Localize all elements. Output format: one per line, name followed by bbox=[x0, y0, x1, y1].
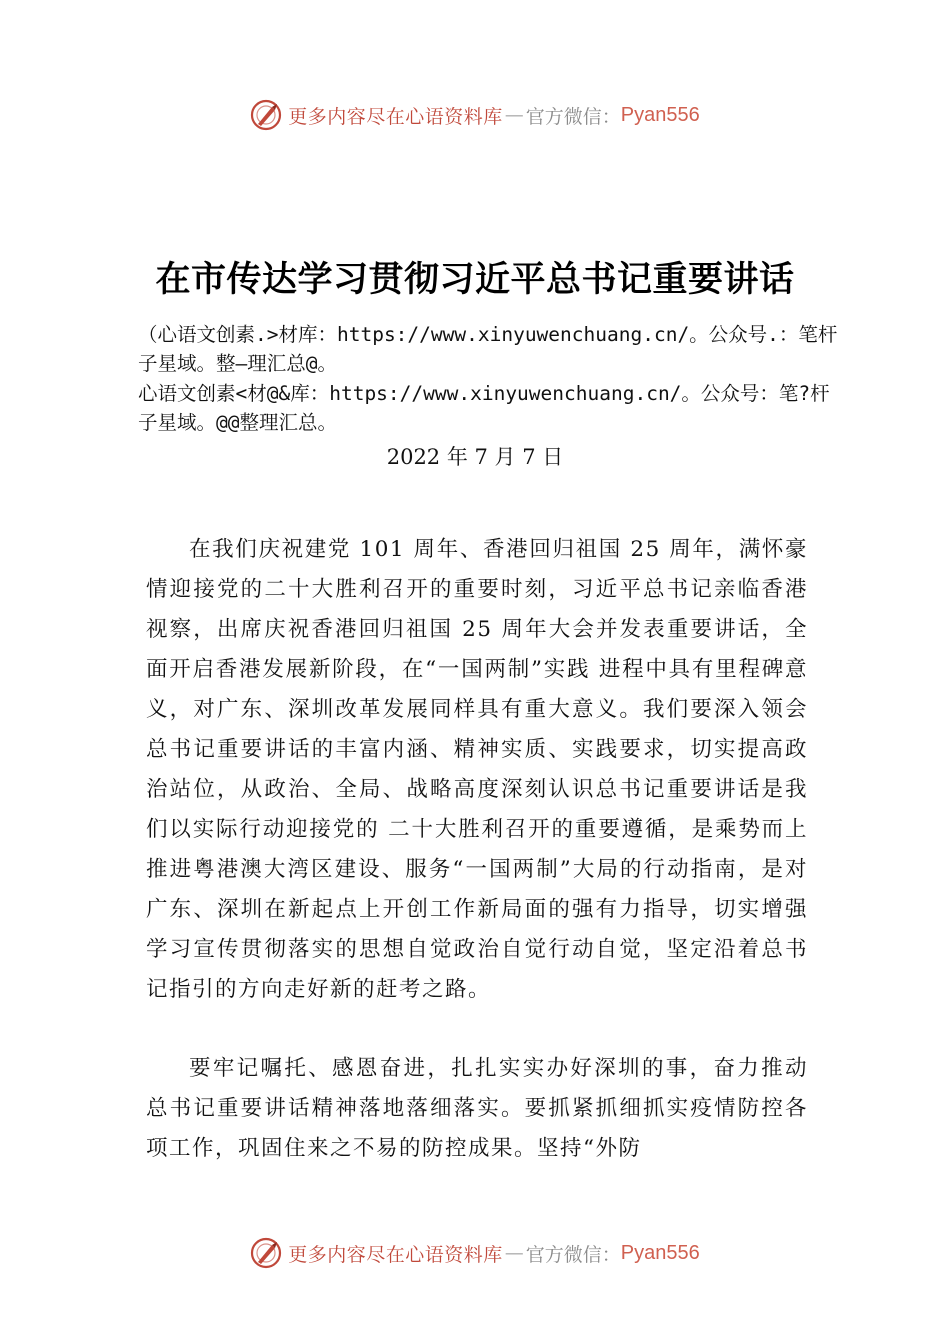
body-paragraph-1: 在我们庆祝建党 101 周年、香港回归祖国 25 周年，满怀豪情迎接党的二十大胜利召开的重要时刻，习近平总书记亲临香港视察，出席庆祝香港回归祖国 25 周年大会并发表重要讲话，全面开启香港发展新阶段，在“一国两制”实践 进程中具有里程碑意义，对广东、深圳改革发展同样具有重大意义。我们要深入领会总书记重要讲话的丰富内涵、精神实质、实践要求，切实提高政治站位，从政治、全局、战略高度深刻认识总书记重要讲话是我们以实际行动迎接党的 二十大胜利召开的重要遵循，是乘势而上推进粤港澳大湾区建设、服务“一国两制”大局的行动指南，是对广东、深圳在新起点上开创工作新局面的强有力指导，切实增强学习宣传贯彻落实的思想自觉政治自觉行动自觉，坚定沿着总书记指引的方向走好新的赶考之路。 bbox=[146, 537, 808, 1002]
banner-separator: — bbox=[504, 1242, 524, 1264]
document-date: 2022 年 7 月 7 日 bbox=[386, 445, 564, 469]
banner-text: 更多内容尽在心语资料库 bbox=[288, 1243, 503, 1266]
footer-banner bbox=[0, 1233, 950, 1273]
banner-wechat-id: Pyan556 bbox=[620, 103, 700, 126]
source-line-2: 心语文创素<材@&库：https://www.xinyuwenchuang.cn/。公众号：笔?杆子星域。@@整理汇总。 bbox=[138, 382, 830, 434]
quill-logo-icon bbox=[250, 99, 282, 131]
banner-wechat-id: Pyan556 bbox=[620, 1241, 700, 1264]
source-line-1: （心语文创素.>材库：https://www.xinyuwenchuang.cn/。公众号.：笔杆子星域。整—理汇总@。 bbox=[138, 323, 838, 375]
banner-wechat-label: 官方微信： bbox=[525, 105, 621, 128]
header-banner bbox=[0, 95, 950, 135]
banner-wechat-label: 官方微信： bbox=[525, 1243, 621, 1266]
quill-logo-icon bbox=[250, 1237, 282, 1269]
banner-text: 更多内容尽在心语资料库 bbox=[288, 105, 503, 128]
banner-separator: — bbox=[504, 104, 524, 126]
document-title: 在市传达学习贯彻习近平总书记重要讲话 bbox=[155, 259, 795, 300]
body-paragraph-2: 要牢记嘱托、感恩奋进，扎扎实实办好深圳的事，奋力推动总书记重要讲话精神落地落细落实。要抓紧抓细抓实疫情防控各项工作，巩固住来之不易的防控成果。坚持“外防 bbox=[146, 1056, 808, 1161]
